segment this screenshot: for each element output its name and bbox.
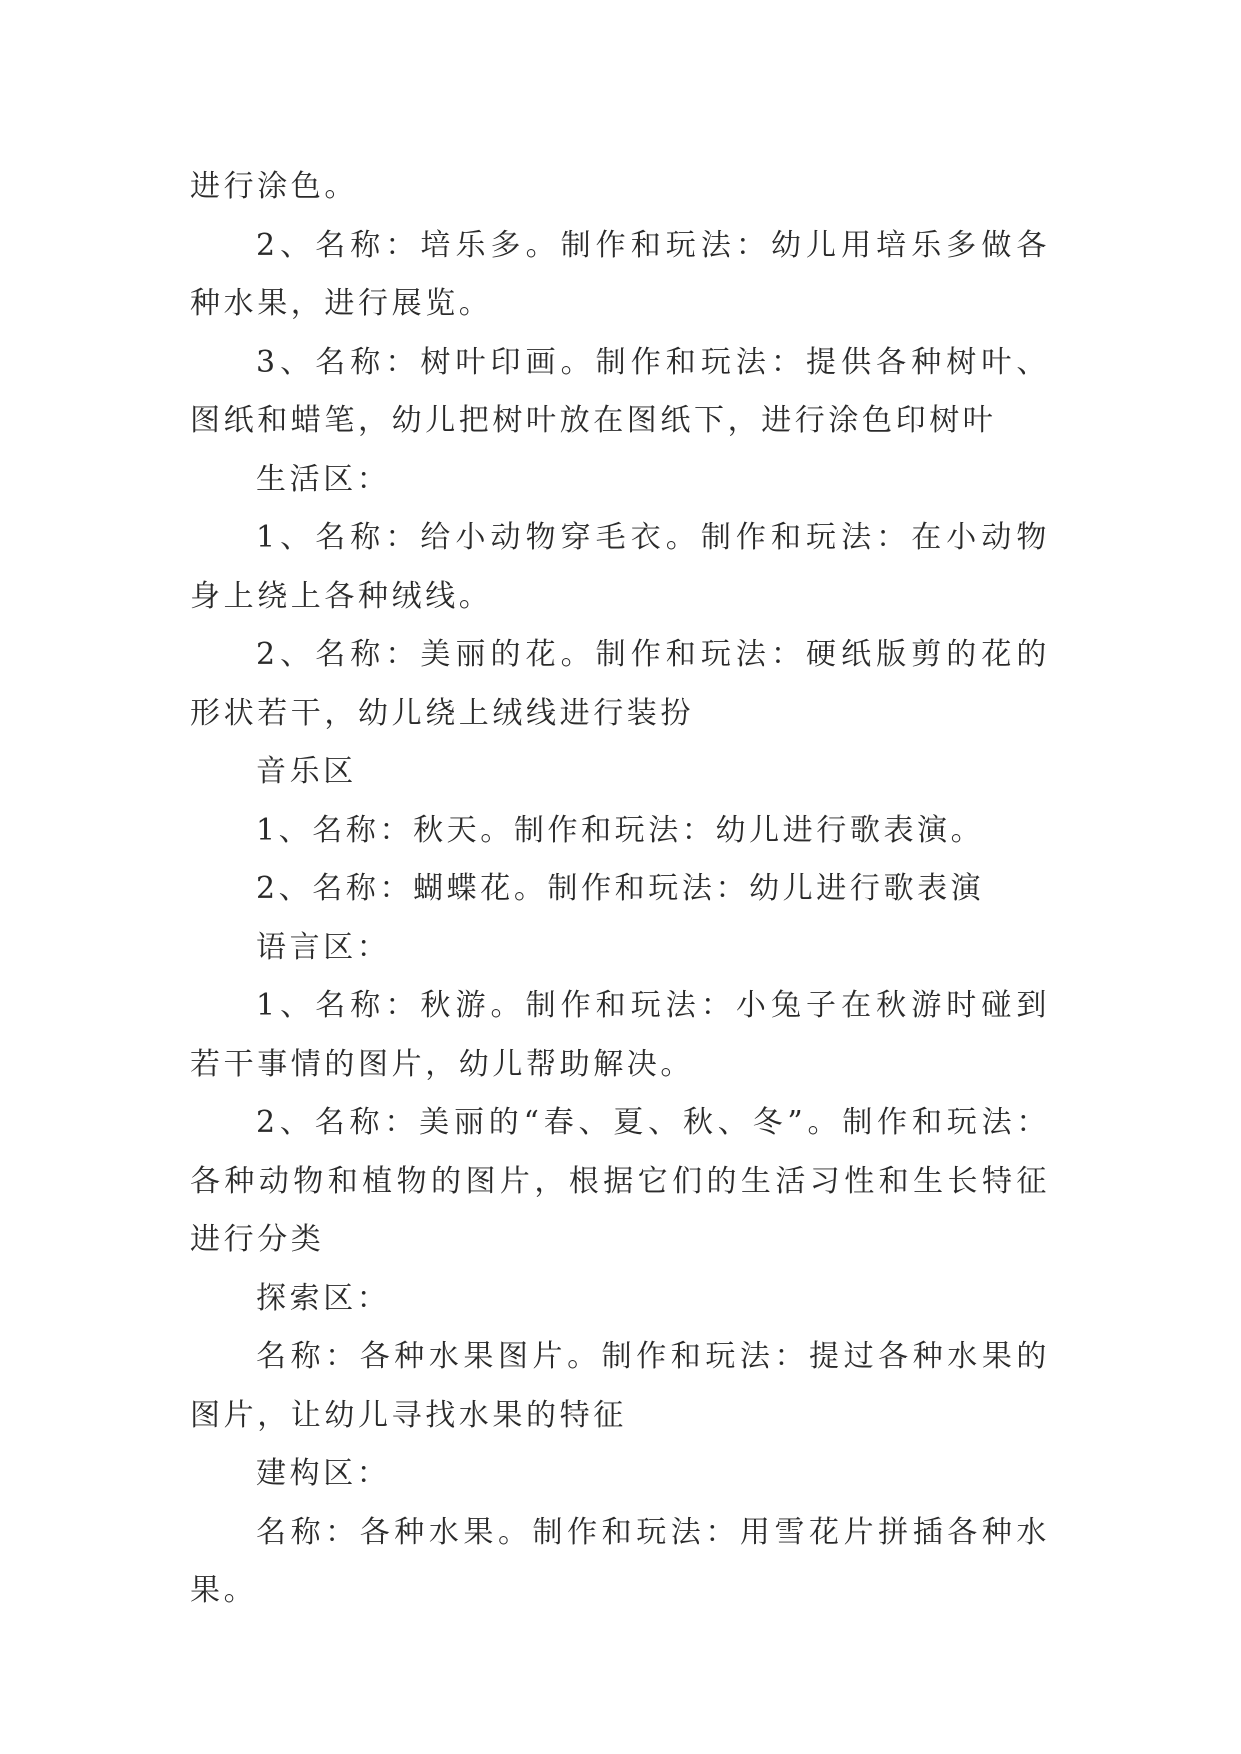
section-heading-life-area: 生活区： xyxy=(256,461,391,497)
section-heading-explore-area: 探索区： xyxy=(256,1280,391,1316)
paragraph-language-item-1: 1、名称：秋游。制作和玩法：小兔子在秋游时碰到若干事情的图片，幼儿帮助解决。 xyxy=(190,988,1050,1082)
paragraph-explore-item: 名称：各种水果图片。制作和玩法：提过各种水果的图片，让幼儿寻找水果的特征 xyxy=(190,1339,1050,1433)
paragraph-art-item-2: 2、名称：培乐多。制作和玩法：幼儿用培乐多做各种水果，进行展览。 xyxy=(190,227,1050,321)
paragraph-continuation: 进行涂色。 xyxy=(190,169,358,204)
section-heading-construction-area: 建构区： xyxy=(256,1456,391,1491)
paragraph-music-item-2: 2、名称：蝴蝶花。制作和玩法：幼儿进行歌表演 xyxy=(256,871,985,906)
section-heading-music-area: 音乐区 xyxy=(256,754,357,789)
paragraph-life-item-1: 1、名称：给小动物穿毛衣。制作和玩法：在小动物身上绕上各种绒线。 xyxy=(190,520,1050,614)
paragraph-construction-item: 名称：各种水果。制作和玩法：用雪花片拼插各种水果。 xyxy=(190,1514,1050,1608)
paragraph-music-item-1: 1、名称：秋天。制作和玩法：幼儿进行歌表演。 xyxy=(256,812,985,848)
section-heading-language-area: 语言区： xyxy=(256,929,391,965)
paragraph-language-item-2: 2、名称：美丽的“春、夏、秋、冬”。制作和玩法：各种动物和植物的图片，根据它们的生活习性和生长特征进行分类 xyxy=(190,1105,1050,1257)
paragraph-art-item-3: 3、名称：树叶印画。制作和玩法：提供各种树叶、图纸和蜡笔，幼儿把树叶放在图纸下，进行涂色印树叶 xyxy=(190,344,1050,438)
paragraph-life-item-2: 2、名称：美丽的花。制作和玩法：硬纸版剪的花的形状若干，幼儿绕上绒线进行装扮 xyxy=(190,637,1050,731)
document-body xyxy=(190,158,1050,1621)
